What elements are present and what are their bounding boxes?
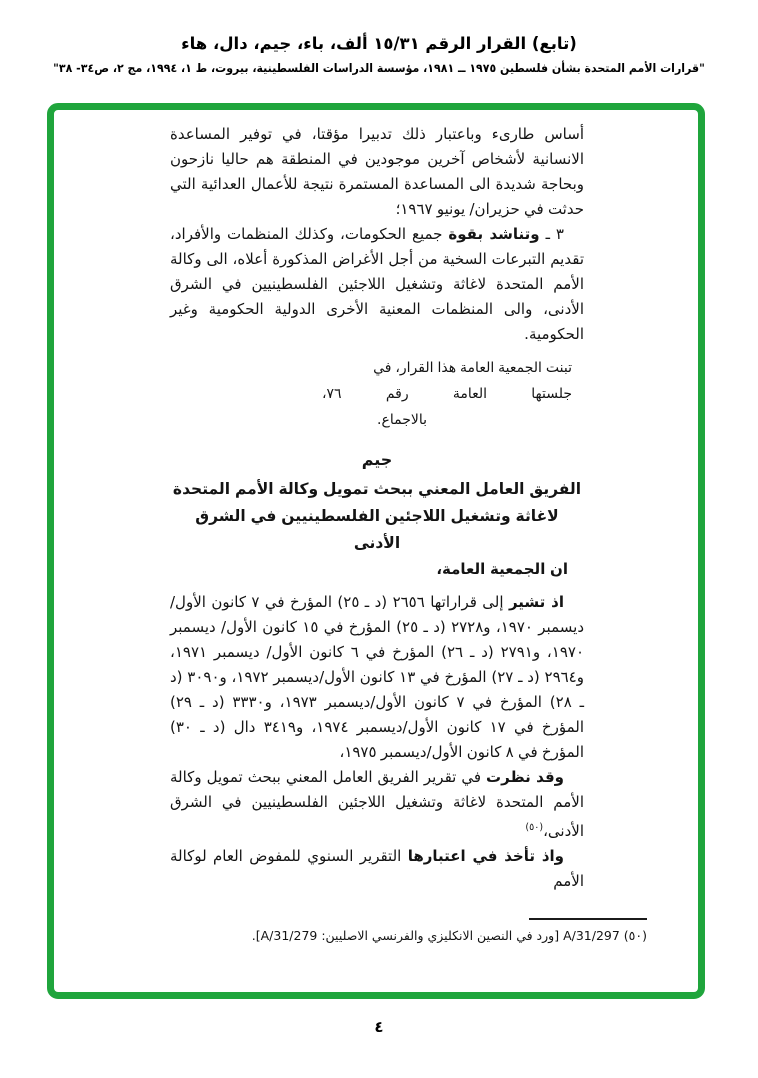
paragraph-appeal (170, 222, 584, 347)
footnote (227, 918, 647, 945)
paragraph-number: ٣ ـ (539, 225, 564, 243)
source-citation: "قرارات الأمم المتحدة بشأن فلسطين ١٩٧٥ ــ ١٩٨١، مؤسسة الدراسات الفلسطينية، بيروت، ط ١، ١٩٩٤، مج ٢، ص٣٤- ٣٨" (53, 61, 705, 76)
footnote-rule (529, 918, 647, 920)
paragraph-lead-bold: اذ تشير (508, 593, 565, 611)
green-frame (47, 103, 705, 999)
paragraph-rest: إلى قراراتها ٢٦٥٦ (د ـ ٢٥) المؤرخ في ٧ كانون الأول/ ديسمبر ١٩٧٠، و٢٧٢٨ (د ـ ٢٥) المؤرخ في ١٥ كانون الأول/ ديسمبر ١٩٧٠، و٢٧٩١ (د ـ ٢٦) المؤرخ في ٦ كانون الأول/ ديسمبر ١٩٧١، و٢٩٦٤ (د ـ ٢٧) المؤرخ في ١٣ كانون الأول/ديسمبر ١٩٧٢، و٣٠٩٠ (د ـ ٢٨) المؤرخ في ٧ كانون الأول/ديسمبر ١٩٧٣، و٣٣٣٠ (د ـ ٢٩) المؤرخ في ١٧ كانون الأول/ديسمبر ١٩٧٤، و٣٤١٩ دال (د ـ ٣٠) المؤرخ في ٨ كانون الأول/ديسمبر ١٩٧٥، (170, 593, 585, 761)
paragraph-continuation: أساس طارىء وباعتبار ذلك تدبيرا مؤقتا، في توفير المساعدة الانسانية لأشخاص آخرين موجودين في المنطقة هم حاليا نازحون وبحاجة شديدة الى المساعدة المستمرة نتيجة للأعمال العدائية التي حدثت في حزيران/ يونيو ١٩٦٧؛ (170, 125, 584, 218)
page-number: ٤ (374, 1018, 384, 1036)
footnote-text: (٥٠) A/31/297 [ورد في النصين الانكليزي والفرنسي الاصليين: A/31/279]. (251, 928, 647, 943)
spacer (170, 582, 584, 590)
paragraph-rest: التقرير السنوي للمفوض العام لوكالة الأمم (170, 847, 584, 890)
paragraph-lead-bold: وقد نظرت (486, 768, 564, 786)
section-letter: جيم (361, 450, 393, 469)
paragraph-lead-bold: وتناشد بقوة (448, 225, 540, 243)
section-heading-line1: الفريق العامل المعني ببحث تمويل وكالة الأمم المتحدة (172, 480, 582, 498)
section-heading (170, 476, 584, 557)
footnote-reference: (٥٠) (525, 822, 544, 833)
adoption-note-line1: تبنت الجمعية العامة هذا القرار، في (373, 360, 572, 376)
paragraph-lead-bold: واذ تأخذ في اعتبارها (407, 847, 564, 865)
page-header (0, 34, 758, 75)
paragraph-considered (170, 765, 584, 844)
preamble-intro: ان الجمعية العامة، (436, 560, 568, 578)
paragraph-rest: جميع الحكومات، وكذلك المنظمات والأفراد، تقديم التبرعات السخية من أجل الأغراض المذكورة أعلاه، الى وكالة الأمم المتحدة لاغاثة وتشغيل اللاجئين الفلسطينيين في الشرق الأدنى، والى المنظمات المعنية الأخرى الدولية الحكومية وغير الحكومية. (170, 225, 584, 343)
section-heading-line2: لاغاثة وتشغيل اللاجئين الفلسطينيين في الشرق الأدنى (195, 507, 559, 552)
adoption-note-line3: بالاجماع. (377, 412, 427, 428)
text-column (170, 122, 584, 894)
paragraph-rest: في تقرير الفريق العامل المعني ببحث تمويل وكالة الأمم المتحدة لاغاثة وتشغيل اللاجئين الفلسطينيين في الشرق الأدنى، (170, 768, 584, 840)
adoption-note-line2: جلستها العامة رقم ٧٦، (322, 386, 572, 402)
resolution-title: (تابع) القرار الرقم ١٥/٣١ ألف، باء، جيم، دال، هاء (181, 34, 577, 53)
paragraph-recalls (170, 590, 584, 765)
adoption-note (322, 355, 572, 433)
paragraph-takes-account (170, 844, 584, 894)
